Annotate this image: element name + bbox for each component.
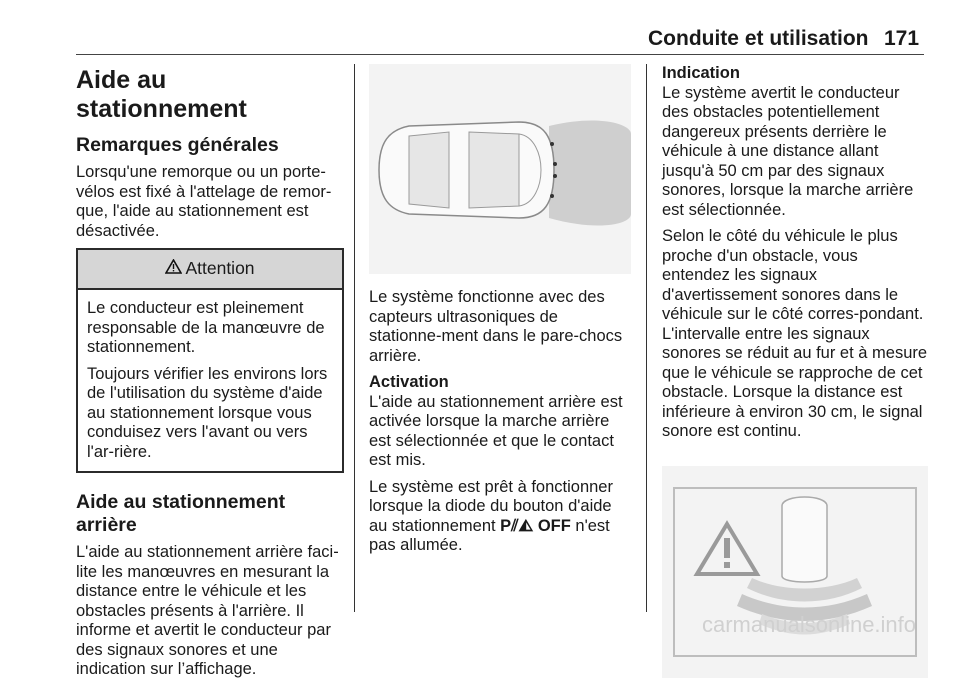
attention-header (78, 250, 342, 290)
ready-text-a: Le système est prêt à fonctionner lorsque la diode du bouton d'aide au stationnement (369, 477, 613, 535)
column-2 (369, 64, 631, 563)
warning-triangle-icon (165, 259, 182, 279)
subsection-title-general: Remarques générales (76, 134, 279, 156)
watermark-text: carmanualsonline.info (702, 612, 917, 637)
column-1 (76, 66, 344, 687)
page-number: 171 (884, 27, 920, 50)
sensor-text: Le système fonctionne avec des capteurs ultrasoniques de stationne-ment dans le pare-chocs arrière. (369, 288, 623, 365)
attention-title: Attention (185, 258, 255, 279)
ready-text-b: n'est pas allumée. (369, 516, 610, 554)
activation-heading: Activation (369, 373, 449, 391)
column-divider-2 (646, 64, 647, 612)
subsection-title-rear: Aide au stationnement arrière (76, 491, 286, 536)
indication-text-2: Selon le côté du véhicule le plus proche d'un obstacle, vous entendez les signaux d'avertissement sonores dans le véhicule sur le côté corres-pondant. L'intervalle entre les signaux sonores se réduit au fur et à mesure que le véhicule se rapproche de cet obstacle. Lorsque la distance est inférieure à environ 30 cm, le signal sonore est continu. (662, 227, 928, 440)
attention-body (78, 290, 342, 471)
attention-box (76, 248, 344, 473)
ready-text (369, 478, 631, 556)
header-rule (76, 54, 924, 55)
attention-text-1: Le conducteur est pleinement responsable de la manœuvre de stationnement. (87, 299, 325, 356)
park-assist-button-label: P⫽◭ OFF (500, 516, 571, 535)
activation-text: L'aide au stationnement arrière est activée lorsque la marche arrière est sélectionnée et que le contact est mis. (369, 392, 623, 469)
indication-text-1: Le système avertit le conducteur des obstacles potentiellement dangereux présents derrière le véhicule à une distance allant jusqu'à 50 cm par des signaux sonores, lorsque la marche arrière est sélectionnée. (662, 83, 914, 219)
car-sensor-illustration (369, 64, 631, 274)
column-3 (662, 64, 928, 678)
rear-assist-text: L'aide au stationnement arrière faci-lite les manœuvres en mesurant la distance entre le véhicule et les obstacles présents à l'arrière. Il informe et avertit le conducteur par des signaux sonores et une indication sur l’affichage. (76, 543, 339, 678)
running-header-title: Conduite et utilisation (648, 27, 869, 50)
trailer-note: Lorsqu'une remorque ou un porte-vélos est fixé à l'attelage de remor-que, l'aide au stationnement est désactivée. (76, 163, 332, 240)
display-illustration (662, 466, 928, 678)
indication-heading: Indication (662, 64, 740, 82)
column-divider-1 (354, 64, 355, 612)
section-title: Aide au stationnement (76, 66, 247, 123)
attention-text-2: Toujours vérifier les environs lors de l'utilisation du système d'aide au stationnement lorsque vous conduisez vers l'avant ou vers l'ar-rière. (87, 364, 328, 461)
